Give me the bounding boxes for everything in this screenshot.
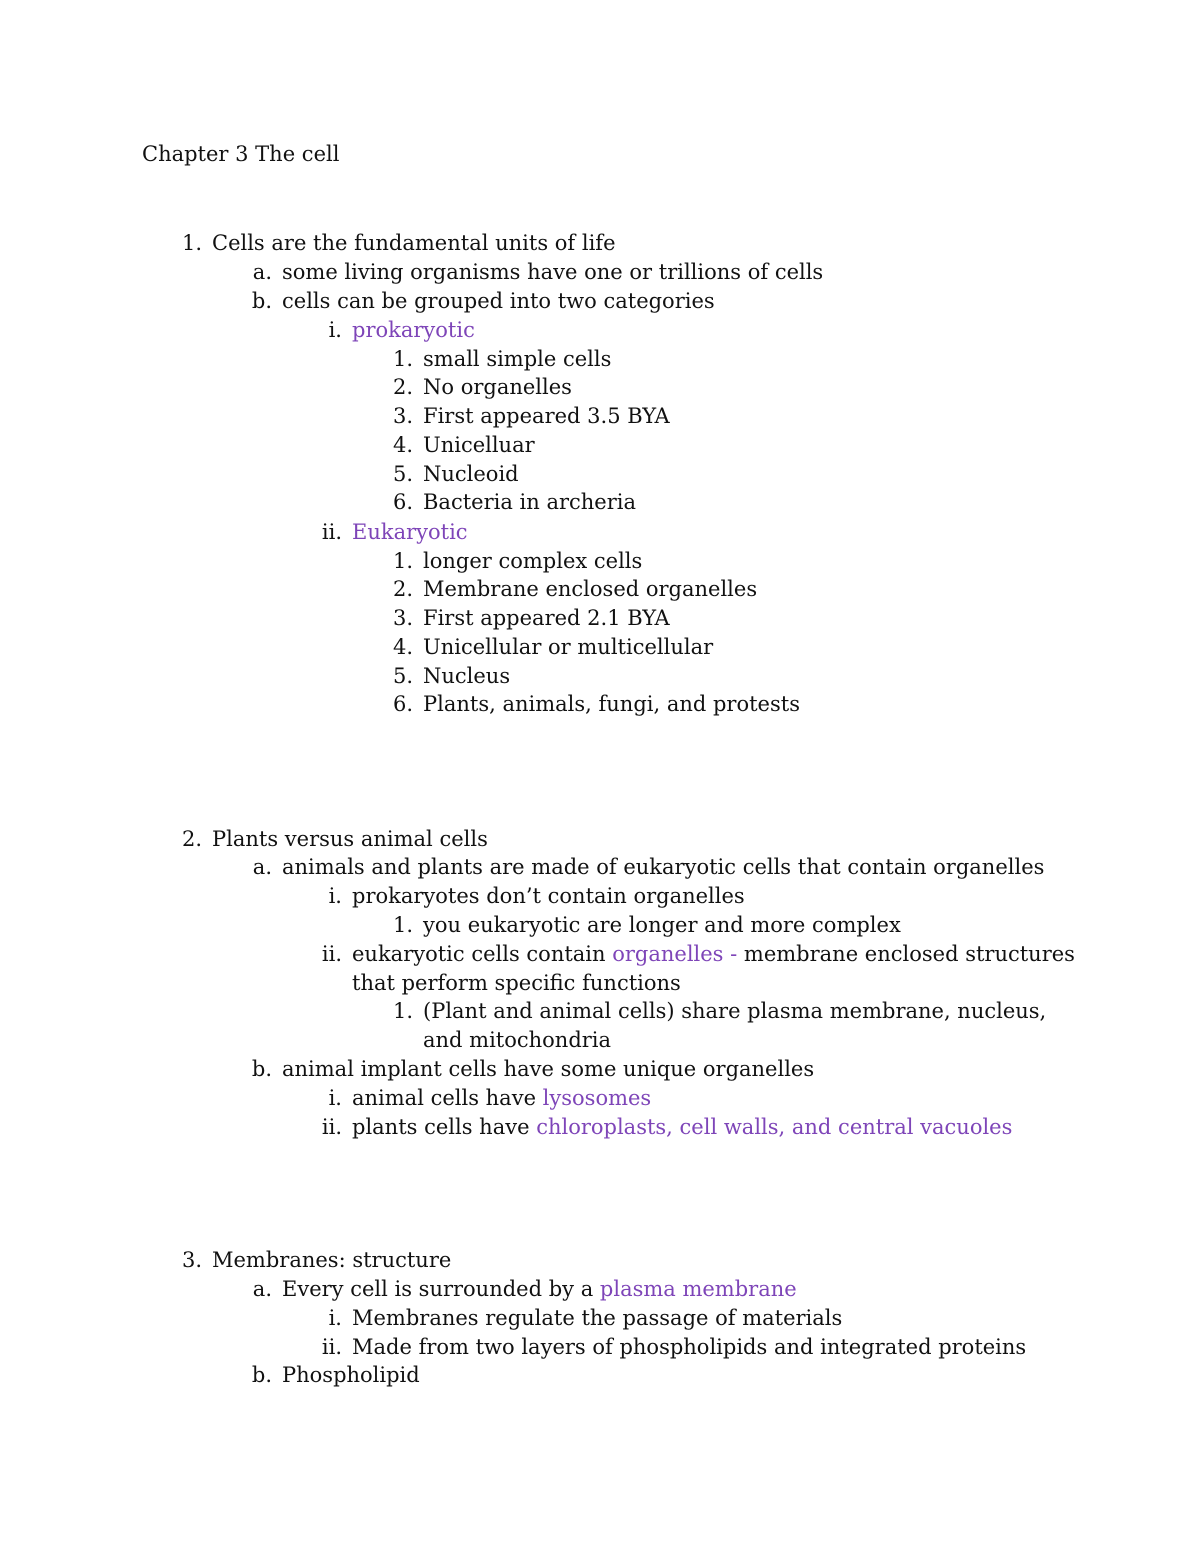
list-item (328, 316, 475, 345)
highlighted-term: lysosomes (542, 1086, 652, 1110)
list-item-text-prefix: Every cell is surrounded by a (282, 1277, 600, 1301)
list-item (251, 1055, 815, 1084)
list-item (392, 547, 643, 576)
list-item-text-suffix: membrane enclosed structures (737, 942, 1075, 966)
list-item-text: Nucleus (423, 664, 511, 688)
list-item-text: you eukaryotic are longer and more complex (423, 913, 901, 937)
list-marker: 1. (392, 347, 413, 371)
list-item (321, 1333, 1027, 1362)
list-marker: 5. (392, 462, 413, 486)
list-item-text: some living organisms have one or trillions of cells (282, 260, 824, 284)
list-marker: ii. (321, 1335, 342, 1359)
list-marker: a. (252, 855, 272, 879)
highlighted-term: plasma membrane (599, 1277, 797, 1301)
list-item (321, 518, 468, 547)
list-item-text-prefix: animal cells have (352, 1086, 543, 1110)
document-title: Chapter 3 The cell (142, 142, 340, 166)
list-item (252, 258, 824, 287)
list-marker: 3. (181, 1248, 202, 1272)
list-item-text: No organelles (423, 375, 572, 399)
list-item (252, 1275, 797, 1304)
list-item (328, 1084, 652, 1113)
list-item-text: Membranes regulate the passage of materials (352, 1306, 843, 1330)
list-item (328, 1304, 843, 1333)
list-item-text: Bacteria in archeria (423, 490, 636, 514)
list-item-text-prefix: plants cells have (352, 1115, 537, 1139)
list-item-text: Membrane enclosed organelles (423, 577, 758, 601)
list-marker: 1. (392, 999, 413, 1023)
list-item (321, 940, 1075, 969)
list-item (392, 431, 535, 460)
list-marker: ii. (321, 942, 342, 966)
list-marker: 2. (392, 375, 413, 399)
list-marker: i. (328, 1306, 342, 1330)
list-item (392, 373, 572, 402)
list-marker: 3. (392, 606, 413, 630)
list-item (251, 1361, 420, 1390)
list-item-text: (Plant and animal cells) share plasma membrane, nucleus, (423, 999, 1047, 1023)
highlighted-term: prokaryotic (352, 318, 475, 342)
list-item-text: animals and plants are made of eukaryotic cells that contain organelles (282, 855, 1045, 879)
list-marker: 4. (392, 635, 413, 659)
list-item (392, 460, 519, 489)
list-marker: 6. (392, 490, 413, 514)
list-item-text: small simple cells (423, 347, 612, 371)
list-item-text: longer complex cells (423, 549, 643, 573)
list-item (392, 345, 612, 374)
list-item (328, 882, 745, 911)
list-marker: a. (252, 1277, 272, 1301)
list-marker: 1. (392, 913, 413, 937)
list-marker: b. (251, 1363, 272, 1387)
list-marker: ii. (321, 520, 342, 544)
list-item (321, 1113, 1013, 1142)
list-item-text: Nucleoid (423, 462, 519, 486)
list-marker: ii. (321, 1115, 342, 1139)
list-item-text: that perform specific functions (352, 971, 681, 995)
list-item-text: Plants versus animal cells (212, 827, 488, 851)
list-marker: a. (252, 260, 272, 284)
list-marker: 1. (392, 549, 413, 573)
list-marker: b. (251, 1057, 272, 1081)
list-item-text: Phospholipid (282, 1363, 420, 1387)
list-item (251, 287, 715, 316)
list-marker: i. (328, 318, 342, 342)
list-item (181, 229, 616, 258)
list-item-text: and mitochondria (423, 1028, 612, 1052)
highlighted-term: organelles - (612, 942, 738, 966)
list-item (392, 575, 758, 604)
list-item-text: Unicellular or multicellular (423, 635, 714, 659)
list-marker: 2. (181, 827, 202, 851)
list-item-text: Membranes: structure (212, 1248, 452, 1272)
list-marker: 3. (392, 404, 413, 428)
list-item (181, 825, 488, 854)
list-marker: i. (328, 884, 342, 908)
list-item (392, 911, 901, 940)
list-item-text: cells can be grouped into two categories (282, 289, 715, 313)
list-item-text: First appeared 3.5 BYA (423, 404, 670, 428)
list-marker: 4. (392, 433, 413, 457)
list-item-text: Plants, animals, fungi, and protests (423, 692, 800, 716)
list-item (392, 633, 714, 662)
highlighted-term: Eukaryotic (352, 520, 468, 544)
list-item (392, 488, 636, 517)
list-item (392, 604, 670, 633)
list-item-text-prefix: eukaryotic cells contain (352, 942, 613, 966)
list-item (392, 402, 670, 431)
highlighted-term: chloroplasts, cell walls, and central vacuoles (536, 1115, 1013, 1139)
list-item-text: Unicelluar (423, 433, 535, 457)
list-marker: 2. (392, 577, 413, 601)
list-item-text: prokaryotes don’t contain organelles (352, 884, 745, 908)
list-item (392, 997, 1047, 1026)
list-marker: i. (328, 1086, 342, 1110)
list-marker: 5. (392, 664, 413, 688)
list-item (181, 1246, 452, 1275)
list-item (252, 853, 1045, 882)
list-item-text: First appeared 2.1 BYA (423, 606, 670, 630)
list-marker: 1. (181, 231, 202, 255)
list-item-continuation (423, 1026, 611, 1055)
list-item (392, 690, 800, 719)
list-item-text: Made from two layers of phospholipids and integrated proteins (352, 1335, 1027, 1359)
list-marker: 6. (392, 692, 413, 716)
list-marker: b. (251, 289, 272, 313)
list-item-continuation (352, 969, 681, 998)
list-item-text: animal implant cells have some unique organelles (282, 1057, 815, 1081)
list-item-text: Cells are the fundamental units of life (212, 231, 616, 255)
list-item (392, 662, 511, 691)
